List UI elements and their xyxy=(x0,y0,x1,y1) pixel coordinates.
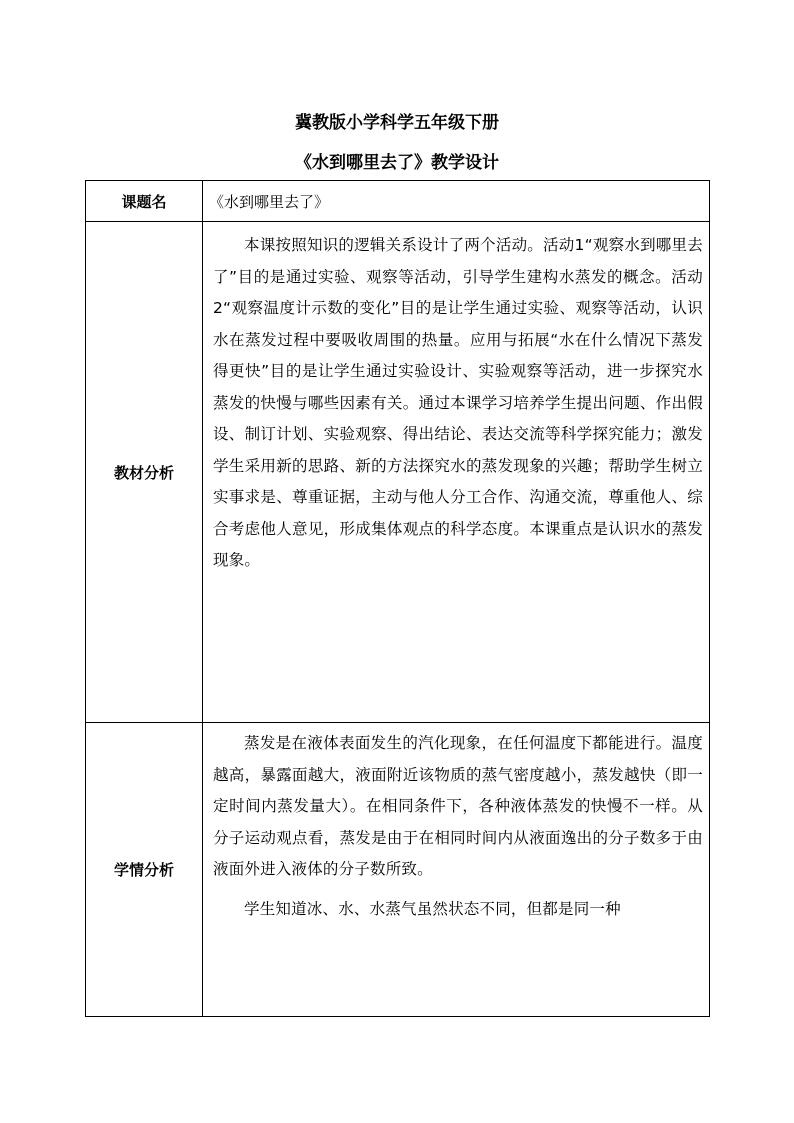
table-row-student-analysis xyxy=(86,723,710,1017)
document-title-line1: 冀教版小学科学五年级下册 xyxy=(295,113,499,133)
row-label-student-analysis: 学情分析 xyxy=(86,723,203,1017)
student-analysis-paragraph-1: 蒸发是在液体表面发生的汽化现象，在任何温度下都能进行。温度越高，暴露面越大，液面附近该物质的蒸气密度越小，蒸发越快（即一定时间内蒸发量大）。在相同条件下，各种液体蒸发的快慢不一样。从分子运动观点看，蒸发是由于在相同时间内从液面逸出的分子数多于由液面外进入液体的分子数所致。 xyxy=(213,734,703,878)
row-label-material-analysis: 教材分析 xyxy=(86,222,203,723)
document-title-line2: 《水到哪里去了》教学设计 xyxy=(295,153,499,173)
table-row-topic xyxy=(86,181,710,222)
student-analysis-paragraph-2: 学生知道冰、水、水蒸气虽然状态不同，但都是同一种 xyxy=(244,899,621,918)
lesson-plan-table xyxy=(85,180,710,1017)
material-analysis-paragraph: 本课按照知识的逻辑关系设计了两个活动。活动1“观察水到哪里去了”目的是通过实验、观察等活动，引导学生建构水蒸发的概念。活动2“观察温度计示数的变化”目的是让学生通过实验、观察等活动，认识水在蒸发过程中要吸收周围的热量。应用与拓展“水在什么情况下蒸发得更快”目的是让学生通过实验设计、实验观察等活动，进一步探究水蒸发的快慢与哪些因素有关。通过本课学习培养学生提出问题、作出假设、制订计划、实验观察、得出结论、表达交流等科学探究能力；激发学生采用新的思路、新的方法探究水的蒸发现象的兴趣；帮助学生树立实事求是、尊重证据，主动与他人分工合作、沟通交流，尊重他人、综合考虑他人意见，形成集体观点的科学态度。本课重点是认识水的蒸发现象。 xyxy=(213,236,703,569)
topic-value: 《水到哪里去了》 xyxy=(203,181,710,222)
row-label-topic: 课题名 xyxy=(86,181,203,222)
material-analysis-cell xyxy=(203,222,710,723)
table-row-material-analysis xyxy=(86,222,710,723)
student-analysis-cell xyxy=(203,723,710,1017)
